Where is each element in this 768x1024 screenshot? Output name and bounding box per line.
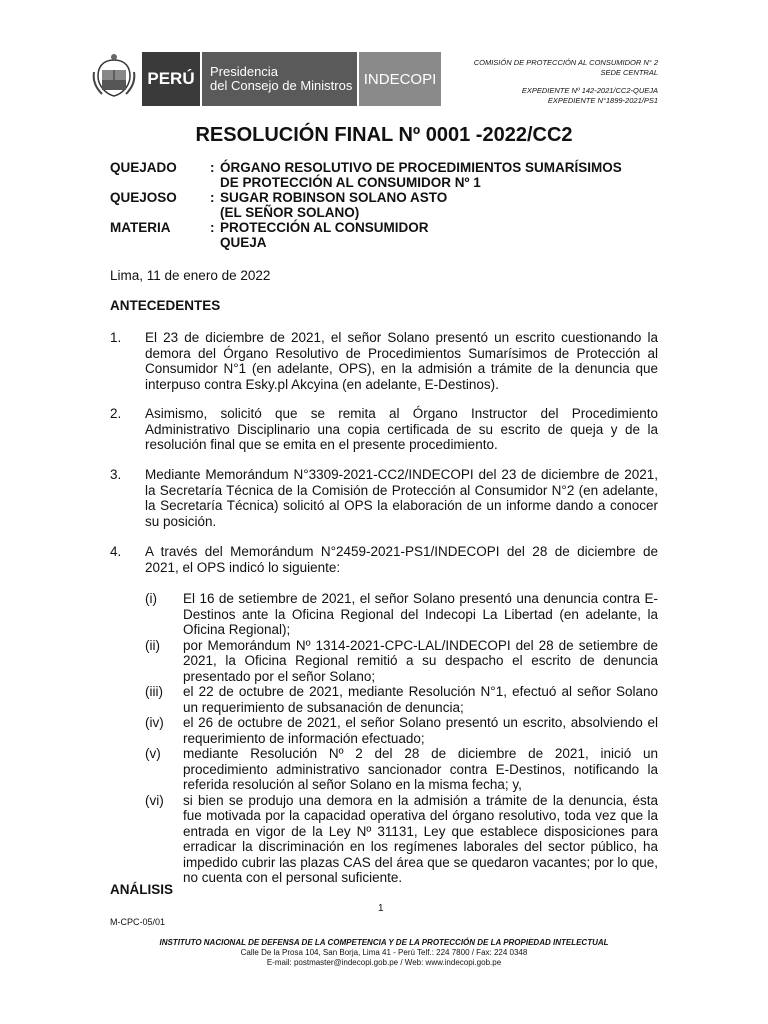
quejado-row — [110, 160, 660, 190]
paragraph-number: 1. — [110, 330, 122, 345]
section-heading-analisis: ANÁLISIS — [110, 882, 174, 897]
footer-contact: E-mail: postmaster@indecopi.gob.pe / Web: www.indecopi.gob.pe — [266, 958, 502, 967]
paragraph-3 — [110, 467, 658, 529]
quejoso-value-line2: (EL SEÑOR SOLANO) — [220, 205, 360, 220]
list-item-text: El 16 de setiembre de 2021, el señor Solano presentó una denuncia contra E-Destinos ante la Oficina Regional del Indecopi La Libertad (en adelante, la Oficina Regional); — [183, 591, 658, 637]
case-number-1: EXPEDIENTE Nº 142-2021/CC2-QUEJA — [521, 86, 658, 95]
headquarters: SEDE CENTRAL — [600, 68, 658, 77]
footer-institution: INSTITUTO NACIONAL DE DEFENSA DE LA COMPETENCIA Y DE LA PROTECCIÓN DE LA PROPIEDAD INTELECTUAL — [159, 938, 609, 947]
commission-name: COMISIÓN DE PROTECCIÓN AL CONSUMIDOR N° 2 — [473, 58, 658, 67]
colon: : — [210, 220, 215, 235]
quejoso-value-line1: SUGAR ROBINSON SOLANO ASTO — [220, 190, 448, 205]
paragraph-2 — [110, 406, 658, 453]
ops-statement-list — [145, 591, 658, 886]
quejado-value — [220, 160, 660, 190]
materia-value-line1: PROTECCIÓN AL CONSUMIDOR — [220, 220, 429, 235]
quejado-value-line2: DE PROTECCIÓN AL CONSUMIDOR Nº 1 — [220, 175, 481, 190]
list-item-text: mediante Resolución Nº 2 del 28 de diciembre de 2021, inició un procedimiento administrativo sancionador contra E-Destinos, notificando la referida resolución al señor Solano en la misma fecha; y, — [183, 746, 658, 792]
materia-value-line2: QUEJA — [220, 235, 267, 250]
materia-value — [220, 220, 660, 250]
paragraph-1 — [110, 330, 658, 392]
footer — [0, 938, 768, 968]
quejoso-value — [220, 190, 660, 220]
document-date: Lima, 11 de enero de 2022 — [110, 268, 271, 283]
paragraph-text: El 23 de diciembre de 2021, el señor Solano presentó un escrito cuestionando la demora del Órgano Resolutivo de Procedimientos Sumarísimos de Protección al Consumidor N°1 (en adelante, OPS), en la admisión a trámite de la denuncia que interpuso contra Esky.pl Akcyina (en adelante, E-Destinos). — [145, 330, 658, 392]
case-number-2: EXPEDIENTE N°1899-2021/PS1 — [547, 96, 658, 105]
quejado-label: QUEJADO — [110, 160, 177, 175]
list-item-number: (iii) — [145, 684, 163, 699]
paragraph-4 — [110, 544, 658, 575]
list-item-number: (ii) — [145, 637, 160, 653]
pcm-logo-line1: Presidencia — [210, 64, 278, 79]
parties-block — [110, 160, 660, 250]
indecopi-logo: INDECOPI — [359, 52, 441, 106]
materia-row — [110, 220, 660, 250]
list-item-number: (vi) — [145, 792, 164, 808]
paragraph-number: 4. — [110, 544, 122, 559]
form-code: M-CPC-05/01 — [110, 917, 166, 927]
page-number: 1 — [378, 903, 384, 914]
list-item — [145, 793, 658, 886]
resolution-title: RESOLUCIÓN FINAL Nº 0001 -2022/CC2 — [195, 124, 573, 146]
list-item — [145, 638, 658, 685]
paragraph-text: A través del Memorándum N°2459-2021-PS1/INDECOPI del 28 de diciembre de 2021, el OPS indicó lo siguiente: — [145, 544, 658, 575]
list-item-number: (v) — [145, 746, 161, 761]
quejado-value-line1: ÓRGANO RESOLUTIVO DE PROCEDIMIENTOS SUMARÍSIMOS — [220, 160, 622, 175]
quejoso-label: QUEJOSO — [110, 190, 177, 205]
paragraph-text: Mediante Memorándum N°3309-2021-CC2/INDECOPI del 23 de diciembre de 2021, la Secretaría Técnica de la Comisión de Protección al Consumidor N°2 (en adelante, la Secretaría Técnica) solicitó al OPS la elaboración de un informe dando a conocer su posición. — [145, 467, 658, 529]
section-heading-antecedentes: ANTECEDENTES — [110, 298, 221, 313]
list-item-number: (iv) — [145, 715, 164, 730]
list-item — [145, 715, 658, 746]
materia-label: MATERIA — [110, 220, 171, 235]
list-item-text: el 26 de octubre de 2021, el señor Solano presentó un escrito, absolviendo el requerimiento de información efectuado; — [183, 715, 658, 746]
pcm-logo — [202, 52, 357, 106]
list-item-number: (i) — [145, 591, 157, 606]
pcm-logo-line2: del Consejo de Ministros — [210, 78, 353, 93]
colon: : — [210, 160, 215, 175]
list-item-text: si bien se produjo una demora en la admisión a trámite de la denuncia, ésta fue motivada por la capacidad operativa del órgano resolutivo, toda vez que la entrada en vigor de la Ley Nº 31131, Ley que establece disposiciones para erradicar la discriminación en los regímenes laborales del sector público, ha impedido cubrir las plazas CAS del área que se quedaron vacantes; por lo que, no cuenta con el personal suficiente. — [183, 792, 658, 885]
list-item-text: el 22 de octubre de 2021, mediante Resolución N°1, efectuó al señor Solano un requerimiento de subsanación de denuncia; — [183, 684, 658, 715]
header-logos — [88, 52, 441, 106]
list-item — [145, 746, 658, 793]
footer-address: Calle De la Prosa 104, San Borja, Lima 41 - Perú Telf.: 224 7800 / Fax: 224 0348 — [240, 948, 528, 957]
paragraph-number: 2. — [110, 406, 122, 421]
quejoso-row — [110, 190, 660, 220]
peru-logo: PERÚ — [142, 52, 200, 106]
colon: : — [210, 190, 215, 205]
paragraph-number: 3. — [110, 467, 122, 482]
case-reference — [474, 58, 658, 106]
list-item — [145, 591, 658, 638]
list-item — [145, 684, 658, 715]
list-item-text: por Memorándum Nº 1314-2021-CPC-LAL/INDECOPI del 28 de setiembre de 2021, la Oficina Regional remitió a su despacho el escrito de denuncia presentado por el señor Solano; — [183, 637, 658, 684]
paragraph-text: Asimismo, solicitó que se remita al Órgano Instructor del Procedimiento Administrativo Disciplinario una copia certificada de su escrito de queja y de la resolución final que se emita en el presente procedimiento. — [145, 406, 658, 452]
coat-of-arms-icon — [88, 52, 140, 104]
